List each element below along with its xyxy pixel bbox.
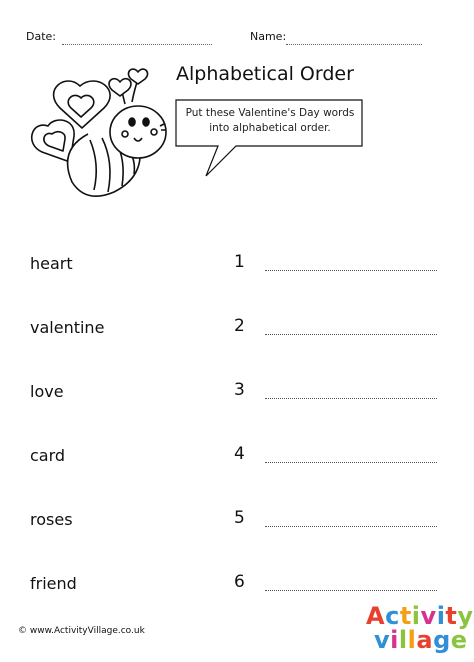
page-title: Alphabetical Order — [176, 63, 354, 85]
answer-number: 1 — [234, 252, 245, 272]
word-text: roses — [30, 510, 73, 529]
copyright-text: © www.ActivityVillage.co.uk — [18, 626, 145, 636]
word-row — [0, 574, 460, 604]
date-label: Date: — [26, 30, 56, 43]
word-row — [0, 318, 460, 348]
answer-number: 6 — [234, 572, 245, 592]
instruction-line-1: Put these Valentine's Day words — [185, 107, 355, 119]
logo-line-2: village — [374, 626, 468, 654]
word-text: heart — [30, 254, 73, 273]
speech-bubble-icon — [0, 0, 460, 200]
answer-number: 5 — [234, 508, 245, 528]
word-text: valentine — [30, 318, 105, 337]
answer-number: 2 — [234, 316, 245, 336]
word-text: card — [30, 446, 66, 465]
activity-village-logo — [364, 602, 474, 658]
word-text: friend — [30, 574, 77, 593]
answer-line[interactable] — [265, 590, 437, 591]
word-row — [0, 254, 460, 284]
answer-line[interactable] — [265, 270, 437, 271]
answer-line[interactable] — [265, 398, 437, 399]
answer-line[interactable] — [265, 334, 437, 335]
answer-number: 4 — [234, 444, 245, 464]
logo-line-1: Activity — [366, 602, 474, 630]
word-row — [0, 446, 460, 476]
name-label: Name: — [250, 30, 287, 43]
answer-line[interactable] — [265, 462, 437, 463]
instruction-text — [180, 106, 360, 136]
answer-line[interactable] — [265, 526, 437, 527]
word-text: love — [30, 382, 64, 401]
word-row — [0, 382, 460, 412]
instruction-line-2: into alphabetical order. — [209, 122, 331, 134]
word-row — [0, 510, 460, 540]
answer-number: 3 — [234, 380, 245, 400]
